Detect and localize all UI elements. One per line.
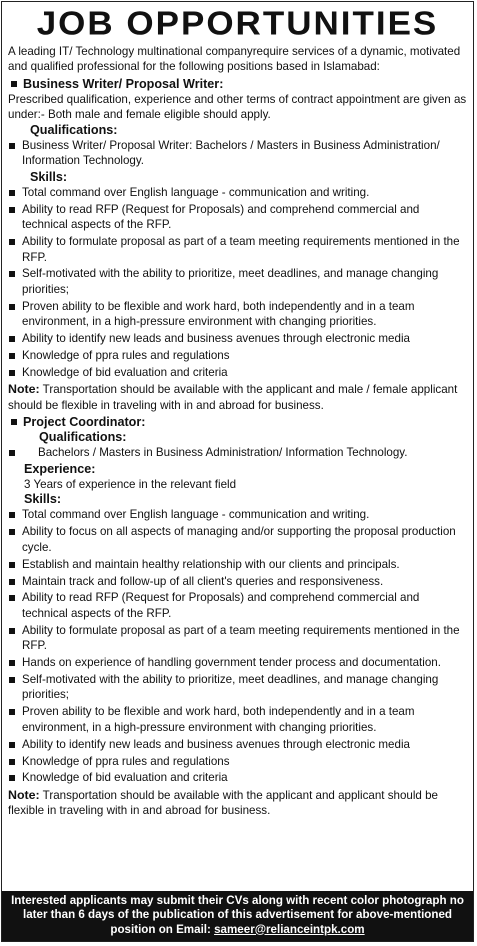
- square-bullet-icon: [9, 239, 15, 245]
- list-item: Establish and maintain healthy relationship with our clients and principals.: [8, 557, 468, 572]
- ad-content: [2, 44, 473, 819]
- square-bullet-icon: [9, 775, 15, 781]
- footer-banner: [2, 891, 473, 942]
- square-bullet-icon: [9, 336, 15, 342]
- note-paragraph: [8, 788, 468, 819]
- skills-heading: Skills:: [30, 169, 68, 184]
- square-bullet-icon: [9, 628, 15, 634]
- footer-text: Interested applicants may submit their CVs along with recent color photograph no later than 6 days of the publication of this advertisement for above-mentioned position on Email:: [11, 893, 464, 936]
- position-heading-business-writer: [8, 76, 468, 92]
- list-item: Ability to formulate proposal as part of a team meeting requirements mentioned in the RFP.: [8, 623, 468, 654]
- experience-text: 3 Years of experience in the relevant field: [24, 478, 237, 492]
- list-item: Proven ability to be flexible and work hard, both independently and in a team environment, in a high-pressure environment with changing priorities.: [8, 299, 468, 330]
- square-bullet-icon: [9, 450, 15, 456]
- square-bullet-icon: [9, 271, 15, 277]
- list-item: Ability to identify new leads and business avenues through electronic media: [8, 737, 468, 752]
- square-bullet-icon: [9, 143, 15, 149]
- square-bullet-icon: [9, 677, 15, 683]
- square-bullet-icon: [9, 579, 15, 585]
- square-bullet-icon: [9, 190, 15, 196]
- note-label: Note:: [8, 787, 40, 802]
- qualifications-heading: Qualifications:: [30, 122, 118, 137]
- intro-paragraph: A leading IT/ Technology multinational companyrequire services of a dynamic, motivated and qualified professional for the following positions based in Islamabad:: [8, 45, 461, 74]
- square-bullet-icon: [9, 595, 15, 601]
- ad-title: JOB OPPORTUNITIES: [36, 5, 439, 43]
- job-advertisement: [1, 1, 474, 942]
- list-item: Total command over English language - communication and writing.: [8, 507, 468, 522]
- square-bullet-icon: [9, 742, 15, 748]
- position-description: Prescribed qualification, experience and other terms of contract appointment are given as under:- Both male and female eligible should apply.: [8, 92, 467, 122]
- position-heading-project-coordinator: [8, 414, 468, 430]
- note-text: Transportation should be available with the applicant and male / female applicant should be flexible in traveling with in and abroad for business.: [8, 383, 458, 412]
- square-bullet-icon: [9, 512, 15, 518]
- list-item: Ability to identify new leads and business avenues through electronic media: [8, 331, 468, 346]
- square-bullet-icon: [9, 660, 15, 666]
- square-bullet-icon: [9, 207, 15, 213]
- skills-list: [8, 185, 468, 380]
- list-item: Maintain track and follow-up of all client's queries and responsiveness.: [8, 574, 468, 589]
- skills-heading: Skills:: [24, 492, 62, 507]
- list-item: Knowledge of bid evaluation and criteria: [8, 365, 468, 380]
- email-link[interactable]: sameer@relianceintpk.com: [214, 922, 365, 936]
- list-item: Ability to read RFP (Request for Proposals) and comprehend commercial and technical aspects of the RFP.: [8, 202, 468, 233]
- note-label: Note:: [8, 382, 40, 397]
- square-bullet-icon: [9, 370, 15, 376]
- qualifications-list: [8, 445, 468, 460]
- qualifications-list: [8, 138, 468, 169]
- experience-heading: Experience:: [24, 462, 96, 477]
- list-item: Bachelors / Masters in Business Administration/ Information Technology.: [8, 445, 468, 460]
- square-bullet-icon: [9, 529, 15, 535]
- list-item: Knowledge of bid evaluation and criteria: [8, 770, 468, 785]
- square-bullet-icon: [9, 709, 15, 715]
- list-item: Ability to formulate proposal as part of a team meeting requirements mentioned in the RFP.: [8, 234, 468, 265]
- note-paragraph: [8, 382, 468, 413]
- list-item: Self-motivated with the ability to prioritize, meet deadlines, and manage changing priorities;: [8, 266, 468, 297]
- square-bullet-icon: [11, 419, 17, 425]
- list-item: Ability to focus on all aspects of managing and/or supporting the proposal production cycle.: [8, 524, 468, 555]
- square-bullet-icon: [11, 81, 17, 87]
- square-bullet-icon: [9, 562, 15, 568]
- list-item: Knowledge of ppra rules and regulations: [8, 348, 468, 363]
- list-item: Total command over English language - communication and writing.: [8, 185, 468, 200]
- list-item: Ability to read RFP (Request for Proposals) and comprehend commercial and technical aspects of the RFP.: [8, 590, 468, 621]
- list-item: Business Writer/ Proposal Writer: Bachelors / Masters in Business Administration/ Information Technology.: [8, 138, 468, 169]
- qualifications-heading: Qualifications:: [39, 430, 127, 445]
- list-item: Hands on experience of handling government tender process and documentation.: [8, 655, 468, 670]
- square-bullet-icon: [9, 353, 15, 359]
- position-title: Business Writer/ Proposal Writer:: [23, 76, 224, 91]
- list-item: Proven ability to be flexible and work hard, both independently and in a team environment, in a high-pressure environment with changing priorities.: [8, 704, 468, 735]
- square-bullet-icon: [9, 304, 15, 310]
- position-title: Project Coordinator:: [23, 415, 146, 430]
- note-text: Transportation should be available with the applicant and applicant should be flexible in traveling with in and abroad for business.: [8, 788, 438, 818]
- list-item: Knowledge of ppra rules and regulations: [8, 754, 468, 769]
- square-bullet-icon: [9, 759, 15, 765]
- list-item: Self-motivated with the ability to prioritize, meet deadlines, and manage changing priorities;: [8, 672, 468, 703]
- skills-list: [8, 507, 468, 785]
